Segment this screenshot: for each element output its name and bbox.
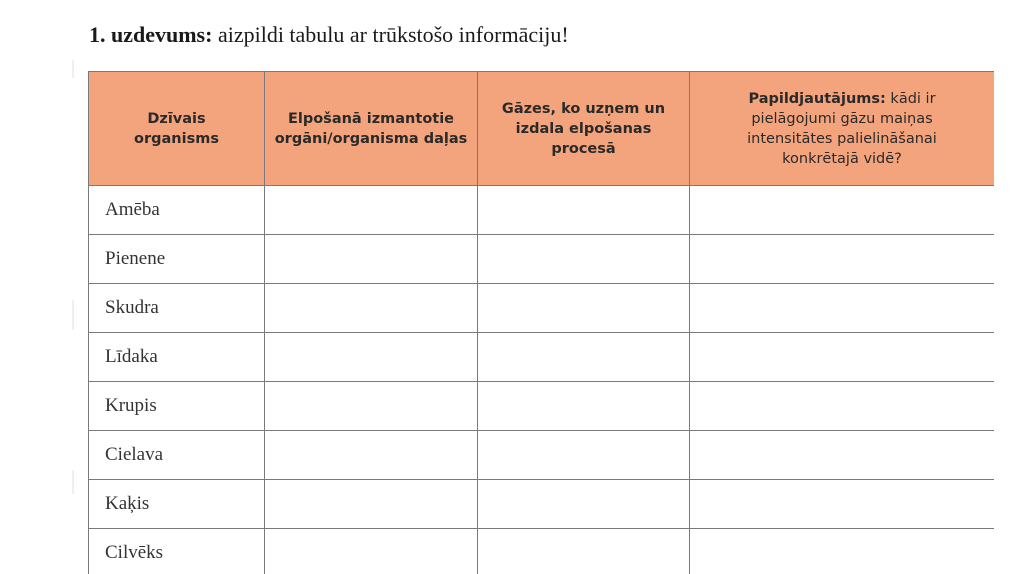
scan-artifact-line [72, 60, 74, 78]
extra-answer-input-cell[interactable] [690, 382, 995, 431]
extra-answer-input-cell[interactable] [690, 235, 995, 284]
task-number-label: 1. uzdevums: [89, 22, 213, 47]
column-header-normal: kādi ir pielāgojumi gāzu maiņas intensitātes palielināšanai konkrētajā vidē? [747, 90, 937, 167]
table-row [89, 333, 995, 382]
gases-input-cell[interactable] [478, 186, 690, 235]
column-header-bold: Dzīvais organisms [134, 110, 219, 147]
organism-cell: Amēba [89, 186, 265, 235]
organism-cell: Cilvēks [89, 529, 265, 574]
task-heading [89, 22, 569, 48]
task-table [88, 71, 994, 574]
organs-input-cell[interactable] [265, 431, 478, 480]
table-row [89, 235, 995, 284]
extra-answer-input-cell[interactable] [690, 186, 995, 235]
table-container [88, 71, 994, 574]
organism-cell: Skudra [89, 284, 265, 333]
column-header-organs [265, 72, 478, 186]
column-header-extra-question [690, 72, 995, 186]
gases-input-cell[interactable] [478, 382, 690, 431]
table-row [89, 529, 995, 574]
organs-input-cell[interactable] [265, 382, 478, 431]
table-row [89, 186, 995, 235]
organism-cell: Pienene [89, 235, 265, 284]
organism-cell: Kaķis [89, 480, 265, 529]
extra-answer-input-cell[interactable] [690, 284, 995, 333]
gases-input-cell[interactable] [478, 431, 690, 480]
column-header-gases [478, 72, 690, 186]
table-header-row [89, 72, 995, 186]
gases-input-cell[interactable] [478, 480, 690, 529]
organism-cell: Cielava [89, 431, 265, 480]
extra-answer-input-cell[interactable] [690, 431, 995, 480]
scan-artifact-line [72, 470, 74, 494]
organs-input-cell[interactable] [265, 284, 478, 333]
organs-input-cell[interactable] [265, 529, 478, 574]
gases-input-cell[interactable] [478, 284, 690, 333]
organism-cell: Krupis [89, 382, 265, 431]
extra-answer-input-cell[interactable] [690, 529, 995, 574]
extra-answer-input-cell[interactable] [690, 480, 995, 529]
task-instruction: aizpildi tabulu ar trūkstošo informāciju! [217, 22, 569, 47]
organism-cell: Līdaka [89, 333, 265, 382]
organs-input-cell[interactable] [265, 333, 478, 382]
organs-input-cell[interactable] [265, 235, 478, 284]
organs-input-cell[interactable] [265, 480, 478, 529]
column-header-bold: Gāzes, ko uzņem un izdala elpošanas procesā [501, 100, 666, 157]
table-row [89, 284, 995, 333]
table-row [89, 480, 995, 529]
table-row [89, 431, 995, 480]
organs-input-cell[interactable] [265, 186, 478, 235]
gases-input-cell[interactable] [478, 235, 690, 284]
table-row [89, 382, 995, 431]
extra-answer-input-cell[interactable] [690, 333, 995, 382]
gases-input-cell[interactable] [478, 333, 690, 382]
gases-input-cell[interactable] [478, 529, 690, 574]
column-header-organism [89, 72, 265, 186]
column-header-bold: Papildjautājums: [748, 90, 886, 107]
column-header-bold: Elpošanā izmantotie orgāni/organisma daļas [274, 110, 468, 147]
scan-artifact-line [72, 300, 74, 330]
